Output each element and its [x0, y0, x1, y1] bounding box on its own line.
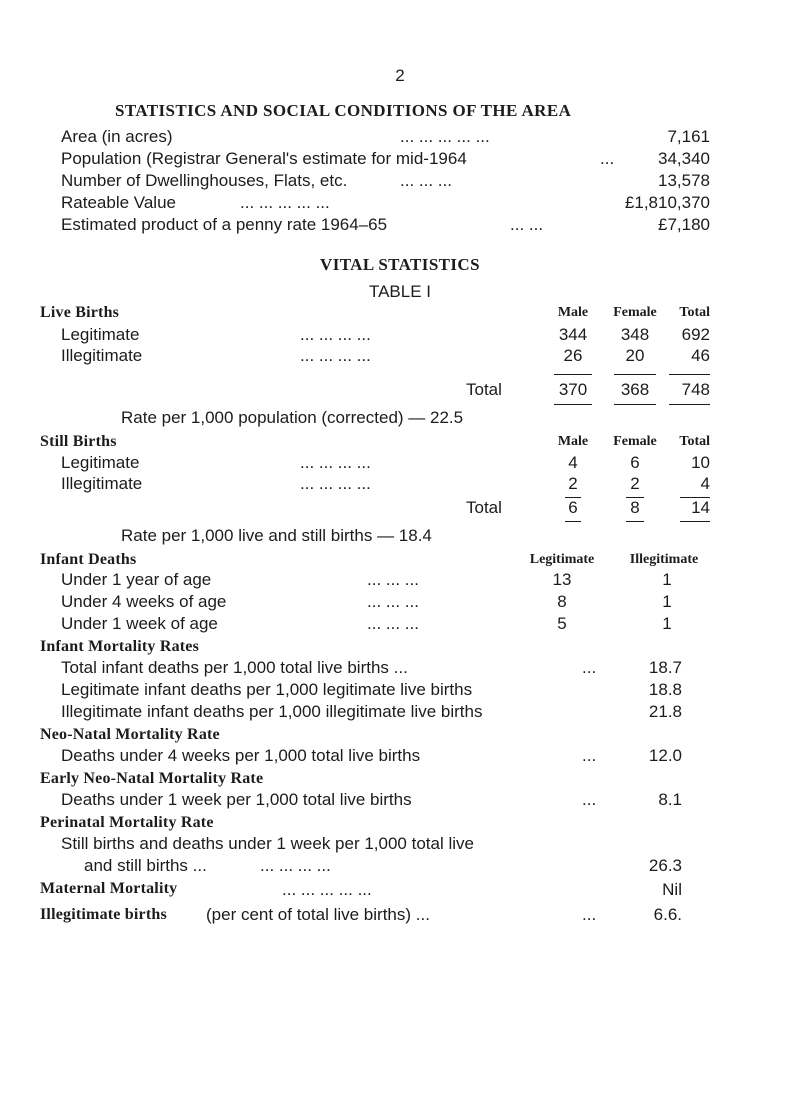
- row-label: Total infant deaths per 1,000 total live births ...: [61, 658, 408, 677]
- rule: [626, 521, 644, 522]
- row-dots: ... ... ... ...: [300, 325, 371, 344]
- col-legitimate: Legitimate: [529, 552, 595, 567]
- rate-value: 18.7: [648, 658, 682, 677]
- penny-rate-label: Estimated product of a penny rate 1964–65: [61, 215, 388, 234]
- cell: 20: [625, 346, 645, 365]
- population-label: Population (Registrar General's estimate for mid-1964: [61, 149, 467, 168]
- area-label: Area (in acres): [61, 127, 173, 146]
- neo-natal-label: Deaths under 4 weeks per 1,000 total live births: [61, 746, 421, 765]
- cell: 2: [568, 474, 578, 493]
- rule: [614, 404, 656, 405]
- cell: 344: [558, 325, 588, 344]
- row-dots: ... ... ...: [367, 592, 419, 611]
- perinatal-heading: Perinatal Mortality Rate: [40, 814, 214, 831]
- vital-statistics-title: VITAL STATISTICS: [320, 255, 480, 274]
- rule: [680, 521, 710, 522]
- rule: [554, 404, 592, 405]
- perinatal-dots: ... ... ... ...: [260, 856, 331, 875]
- rule: [554, 374, 592, 375]
- row-label: Legitimate infant deaths per 1,000 legitimate live births: [61, 680, 473, 699]
- cell: 10: [691, 453, 710, 472]
- row-dots: ... ... ...: [367, 614, 419, 633]
- col-female: Female: [613, 434, 657, 449]
- cell: 1: [662, 592, 672, 611]
- total-label: Total: [466, 380, 502, 399]
- illegitimate-births-label: (per cent of total live births) ...: [206, 905, 430, 924]
- cell: 1: [662, 614, 672, 633]
- total-label: Total: [466, 498, 502, 517]
- col-male: Male: [557, 434, 589, 449]
- maternal-value: Nil: [662, 880, 682, 899]
- cell: 748: [681, 380, 710, 399]
- col-total: Total: [679, 305, 710, 320]
- row-dots: ... ... ... ...: [300, 346, 371, 365]
- rule: [669, 404, 710, 405]
- early-neo-natal-dots: ...: [582, 790, 597, 809]
- row-dots: ... ... ... ...: [300, 474, 371, 493]
- rateable-dots: ... ... ... ... ...: [240, 193, 330, 212]
- cell: 1: [662, 570, 672, 589]
- population-value: 34,340: [658, 149, 710, 168]
- cell: 4: [700, 474, 710, 493]
- neo-natal-dots: ...: [582, 746, 597, 765]
- illegitimate-births-heading: Illegitimate births: [40, 906, 167, 923]
- still-births-rate: Rate per 1,000 live and still births — 18.4: [121, 526, 432, 545]
- early-neo-natal-heading: Early Neo-Natal Mortality Rate: [40, 770, 264, 787]
- row-label: Legitimate: [61, 453, 140, 472]
- row-label: Illegitimate: [61, 346, 143, 365]
- cell: 4: [568, 453, 578, 472]
- row-label: Under 4 weeks of age: [61, 592, 227, 611]
- col-male: Male: [557, 305, 589, 320]
- infant-deaths-heading: Infant Deaths: [40, 551, 137, 568]
- live-births-rate: Rate per 1,000 population (corrected) — 22.5: [121, 408, 464, 427]
- infant-mortality-heading: Infant Mortality Rates: [40, 638, 200, 655]
- cell: 6: [630, 453, 640, 472]
- neo-natal-heading: Neo-Natal Mortality Rate: [40, 726, 220, 743]
- row-dots: ... ... ...: [367, 570, 419, 589]
- cell: 348: [620, 325, 650, 344]
- cell: 2: [630, 474, 640, 493]
- cell: 46: [691, 346, 710, 365]
- rule: [669, 374, 710, 375]
- population-dots: ...: [600, 149, 615, 168]
- live-births-heading: Live Births: [40, 304, 120, 321]
- rateable-label: Rateable Value: [61, 193, 176, 212]
- cell: 6: [568, 498, 578, 517]
- early-neo-natal-label: Deaths under 1 week per 1,000 total live births: [61, 790, 412, 809]
- col-total: Total: [679, 434, 710, 449]
- page-number: 2: [395, 66, 405, 85]
- row-label: Legitimate: [61, 325, 140, 344]
- early-neo-natal-value: 8.1: [658, 790, 682, 809]
- cell: 5: [557, 614, 567, 633]
- perinatal-value: 26.3: [648, 856, 682, 875]
- cell: 13: [552, 570, 572, 589]
- illegitimate-births-value: 6.6.: [653, 905, 682, 924]
- neo-natal-value: 12.0: [648, 746, 682, 765]
- row-label: Under 1 year of age: [61, 570, 212, 589]
- still-births-heading: Still Births: [40, 433, 117, 450]
- perinatal-label: Still births and deaths under 1 week per 1,000 total live: [61, 834, 474, 853]
- row-dots: ...: [582, 658, 597, 677]
- row-label: Illegitimate: [61, 474, 143, 493]
- cell: 368: [620, 380, 650, 399]
- dwellings-label: Number of Dwellinghouses, Flats, etc.: [61, 171, 348, 190]
- penny-rate-value: £7,180: [658, 215, 710, 234]
- page-title: STATISTICS AND SOCIAL CONDITIONS OF THE AREA: [115, 101, 572, 120]
- maternal-heading: Maternal Mortality: [40, 880, 178, 897]
- dwellings-dots: ... ... ...: [400, 171, 452, 190]
- cell: 8: [630, 498, 640, 517]
- area-value: 7,161: [667, 127, 710, 146]
- col-illegitimate: Illegitimate: [629, 552, 699, 567]
- row-label: Illegitimate infant deaths per 1,000 illegitimate live births: [61, 702, 483, 721]
- cell: 8: [557, 592, 567, 611]
- row-label: Under 1 week of age: [61, 614, 218, 633]
- table-title: TABLE I: [368, 282, 432, 301]
- rateable-value: £1,810,370: [624, 193, 710, 212]
- row-dots: ... ... ... ...: [300, 453, 371, 472]
- perinatal-label-cont: and still births ...: [84, 856, 207, 875]
- dwellings-value: 13,578: [658, 171, 710, 190]
- illegitimate-births-dots: ...: [582, 905, 597, 924]
- area-dots: ... ... ... ... ...: [400, 127, 490, 146]
- penny-rate-dots: ... ...: [510, 215, 544, 234]
- rate-value: 18.8: [648, 680, 682, 699]
- cell: 26: [563, 346, 583, 365]
- maternal-dots: ... ... ... ... ...: [282, 880, 372, 899]
- rule: [565, 521, 581, 522]
- rate-value: 21.8: [648, 702, 682, 721]
- cell: 692: [681, 325, 710, 344]
- col-female: Female: [613, 305, 657, 320]
- cell: 370: [558, 380, 588, 399]
- cell: 14: [691, 498, 710, 517]
- rule: [614, 374, 656, 375]
